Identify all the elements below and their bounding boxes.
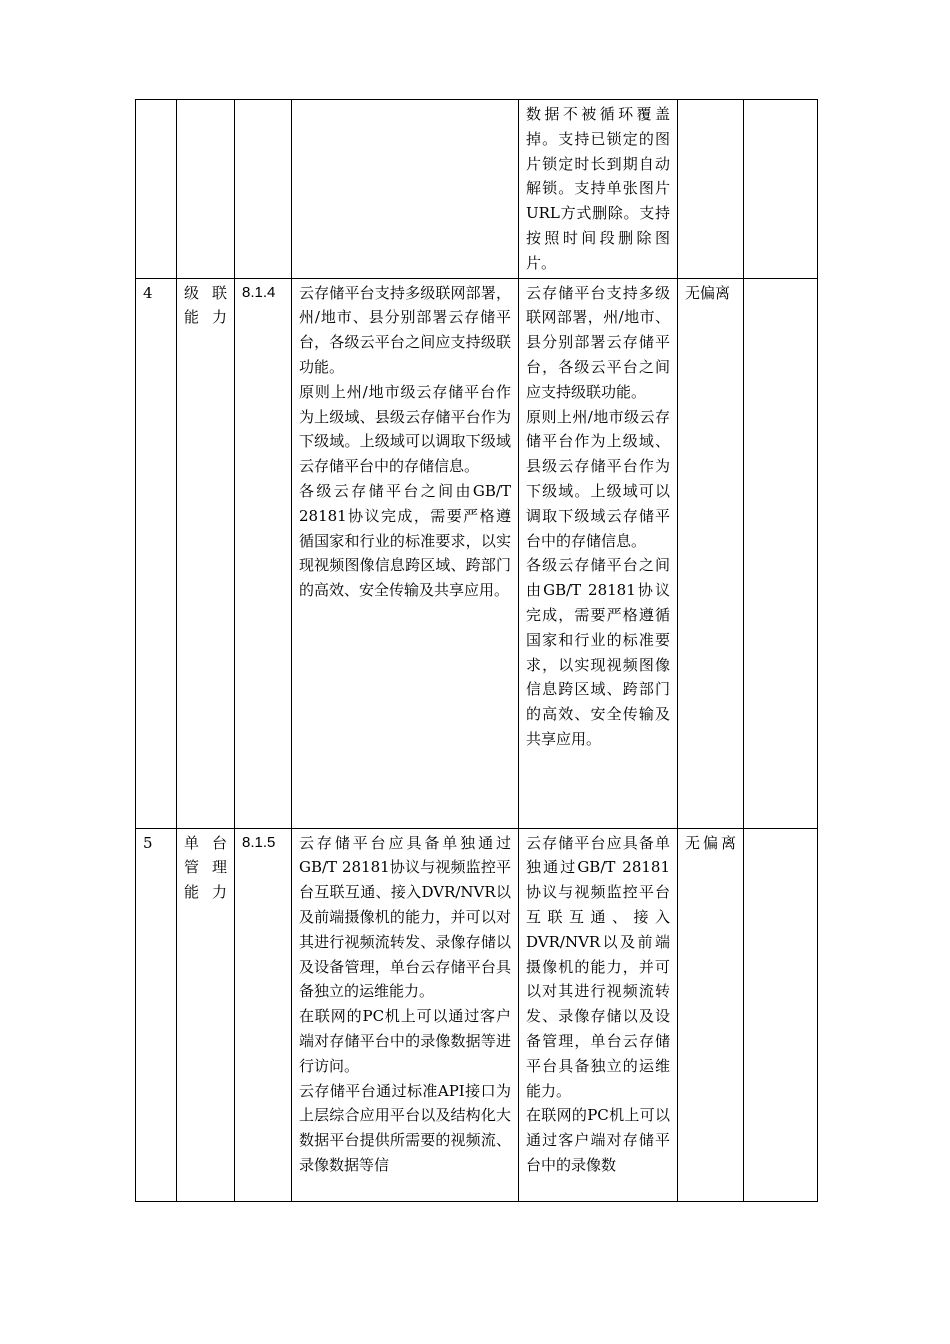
table-row bbox=[136, 278, 818, 828]
clause-number: 8.1.4 bbox=[235, 278, 292, 828]
response-paragraph: 云存储平台应具备单独通过GB/T 28181协议与视频监控平台互联互通、接入DVR/NVR以及前端摄像机的能力，并可以对其进行视频流转发、录像存储以及设备管理，单台云存储平台具备独立的运维能力。 bbox=[526, 833, 670, 1100]
response-paragraph: 数据不被循环覆盖掉。支持已锁定的图片锁定时长到期自动解锁。支持单张图片URL方式删除。支持按照时间段删除图片。 bbox=[526, 105, 670, 272]
remark-cell bbox=[744, 278, 818, 828]
item-name: 单台管理能力 bbox=[177, 828, 235, 1201]
requirement-cell bbox=[292, 828, 519, 1201]
item-name bbox=[177, 100, 235, 279]
clause-number: 8.1.5 bbox=[235, 828, 292, 1201]
requirement-paragraph: 在联网的PC机上可以通过客户端对存储平台中的录像数据等进行访问。 bbox=[299, 1007, 511, 1075]
remark-cell bbox=[744, 100, 818, 279]
spec-compliance-table bbox=[135, 99, 818, 1202]
row-number: 5 bbox=[136, 828, 177, 1201]
response-cell bbox=[519, 100, 678, 279]
table-row bbox=[136, 828, 818, 1201]
requirement-paragraph: 各级云存储平台之间由GB/T 28181协议完成，需要严格遵循国家和行业的标准要求，以实现视频图像信息跨区域、跨部门的高效、安全传输及共享应用。 bbox=[299, 481, 511, 600]
requirement-paragraph: 云存储平台应具备单独通过GB/T 28181协议与视频监控平台互联互通、接入DVR/NVR以及前端摄像机的能力，并可以对其进行视频流转发、录像存储以及设备管理，单台云存储平台具备独立的运维能力。 bbox=[299, 833, 511, 1001]
clause-number bbox=[235, 100, 292, 279]
deviation-cell: 无偏离 bbox=[678, 278, 744, 828]
response-paragraph: 在联网的PC机上可以通过客户端对存储平台中的录像数 bbox=[526, 1106, 670, 1174]
response-paragraph: 各级云存储平台之间由GB/T 28181协议完成，需要严格遵循国家和行业的标准要求，以实现视频图像信息跨区域、跨部门的高效、安全传输及共享应用。 bbox=[526, 556, 670, 748]
requirement-paragraph: 原则上州/地市级云存储平台作为上级域、县级云存储平台作为下级域。上级域可以调取下级域云存储平台中的存储信息。 bbox=[299, 382, 511, 476]
requirement-cell bbox=[292, 100, 519, 279]
deviation-cell bbox=[678, 100, 744, 279]
row-number: 4 bbox=[136, 278, 177, 828]
remark-cell bbox=[744, 828, 818, 1201]
response-paragraph: 云存储平台支持多级联网部署，州/地市、县分别部署云存储平台，各级云平台之间应支持级联功能。 bbox=[526, 283, 670, 401]
response-cell bbox=[519, 278, 678, 828]
deviation-cell: 无偏离 bbox=[678, 828, 744, 1201]
requirement-cell bbox=[292, 278, 519, 828]
item-name: 级联能力 bbox=[177, 278, 235, 828]
row-number bbox=[136, 100, 177, 279]
response-cell bbox=[519, 828, 678, 1201]
table-row bbox=[136, 100, 818, 279]
requirement-paragraph: 云存储平台支持多级联网部署，州/地市、县分别部署云存储平台，各级云平台之间应支持级联功能。 bbox=[299, 283, 511, 376]
response-paragraph: 原则上州/地市级云存储平台作为上级域、县级云存储平台作为下级域。上级域可以调取下级域云存储平台中的存储信息。 bbox=[526, 407, 670, 550]
requirement-paragraph: 云存储平台通过标准API接口为上层综合应用平台以及结构化大数据平台提供所需要的视频流、录像数据等信 bbox=[299, 1081, 511, 1174]
